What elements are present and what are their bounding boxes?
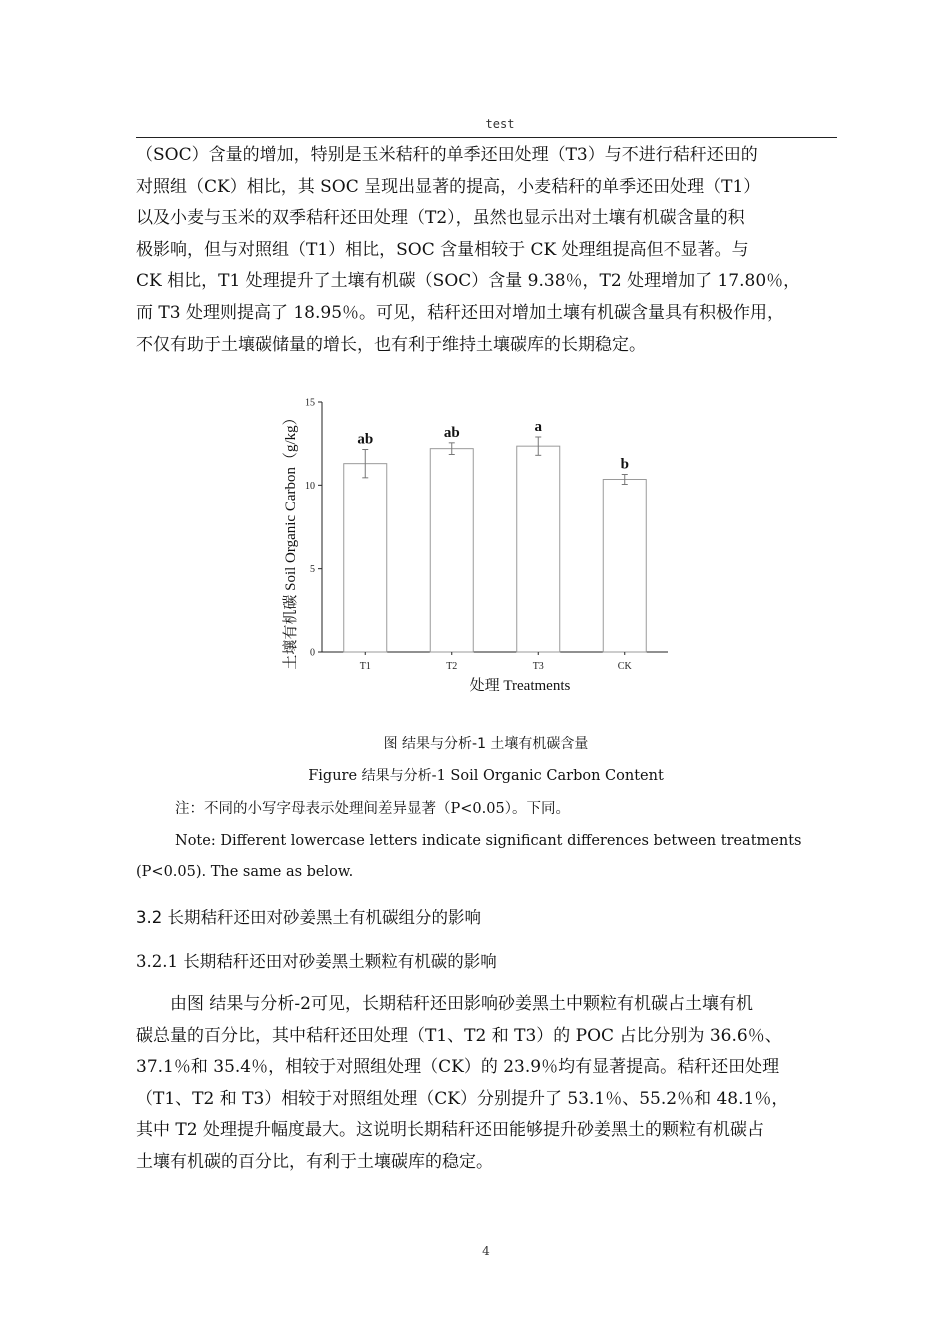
plot-area	[305, 398, 668, 673]
x-tick-label: T2	[446, 661, 458, 672]
soc-bar-chart	[240, 380, 700, 710]
note-en: Note: Different lowercase letters indicate significant differences between treatments (P<0.05). The same as below.	[136, 833, 802, 880]
x-tick-label: CK	[617, 661, 632, 672]
intro-paragraph	[136, 140, 848, 361]
figure-caption-en	[0, 765, 950, 785]
bar	[344, 464, 387, 652]
figure-caption-cn: 图 结果与分析-1 土壤有机碳含量	[383, 736, 589, 752]
y-tick-label: 0	[310, 647, 315, 659]
significance-label: b	[620, 456, 629, 473]
caption-en-suffix: -1 Soil Organic Carbon Content	[431, 768, 664, 784]
caption-en-prefix: Figure	[308, 768, 362, 784]
header-rule	[136, 137, 837, 138]
x-tick-label: T3	[532, 661, 544, 672]
body-paragraph	[136, 989, 848, 1179]
intro-line: 对照组（CK）相比，其 SOC 呈现出显著的提高，小麦秸秆的单季还田处理（T1）	[136, 176, 761, 197]
significance-label: a	[534, 419, 542, 435]
significance-label: ab	[357, 431, 374, 448]
page-header: test	[485, 117, 515, 131]
bar	[517, 446, 560, 652]
body-line: 其中 T2 处理提升幅度最大。这说明长期秸秆还田能够提升砂姜黑土的颗粒有机碳占	[136, 1120, 764, 1141]
note-cn: 注：不同的小写字母表示处理间差异显著（P<0.05）。下同。	[175, 801, 570, 817]
significance-label: ab	[443, 424, 460, 441]
y-tick-label: 10	[305, 480, 315, 492]
body-line: 土壤有机碳的百分比，有利于土壤碳库的稳定。	[136, 1151, 493, 1172]
section-heading-3-2: 3.2 长期秸秆还田对砂姜黑土有机碳组分的影响	[136, 908, 481, 927]
intro-line: 不仅有助于土壤碳储量的增长，也有利于维持土壤碳库的长期稳定。	[136, 334, 646, 355]
y-tick-label: 15	[305, 397, 315, 409]
section-heading-3-2-1: 3.2.1 长期秸秆还田对砂姜黑土颗粒有机碳的影响	[136, 952, 497, 971]
page-number: 4	[482, 1244, 490, 1258]
caption-en-bold: 结果与分析	[361, 768, 432, 784]
intro-line: （SOC）含量的增加，特别是玉米秸秆的单季还田处理（T3）与不进行秸秆还田的	[136, 145, 758, 165]
intro-line: 而 T3 处理则提高了 18.95％。可见，秸秆还田对增加土壤有机碳含量具有积极作用，	[136, 302, 785, 323]
body-line: 37.1％和 35.4％，相较于对照组处理（CK）的 23.9％均有显著提高。秸秆还田处理	[136, 1057, 780, 1078]
y-axis-label-text: 土壤有机碳 Soil Organic Carbon（g/kg）	[283, 410, 299, 670]
body-line: （T1、T2 和 T3）相较于对照组处理（CK）分别提升了 53.1％、55.2％和 48.1％，	[136, 1088, 789, 1109]
body-line: 碳总量的百分比，其中秸秆还田处理（T1、T2 和 T3）的 POC 占比分别为 36.6％、	[136, 1025, 782, 1046]
intro-line: 以及小麦与玉米的双季秸秆还田处理（T2），虽然也显示出对土壤有机碳含量的积	[136, 208, 745, 229]
y-axis-label	[281, 410, 299, 669]
bar	[430, 449, 473, 652]
x-axis-label: 处理 Treatments	[469, 678, 571, 694]
y-tick-label: 5	[310, 564, 315, 576]
intro-line: CK 相比，T1 处理提升了土壤有机碳（SOC）含量 9.38％，T2 处理增加了 17.80％，	[136, 271, 801, 292]
bar	[603, 480, 646, 653]
chart-svg	[240, 380, 700, 710]
intro-line: 极影响，但与对照组（T1）相比，SOC 含量相较于 CK 处理组提高但不显著。与	[136, 239, 749, 260]
x-tick-label: T1	[359, 661, 371, 672]
body-line: 由图 结果与分析-2可见，长期秸秆还田影响砂姜黑土中颗粒有机碳占土壤有机	[170, 994, 753, 1014]
